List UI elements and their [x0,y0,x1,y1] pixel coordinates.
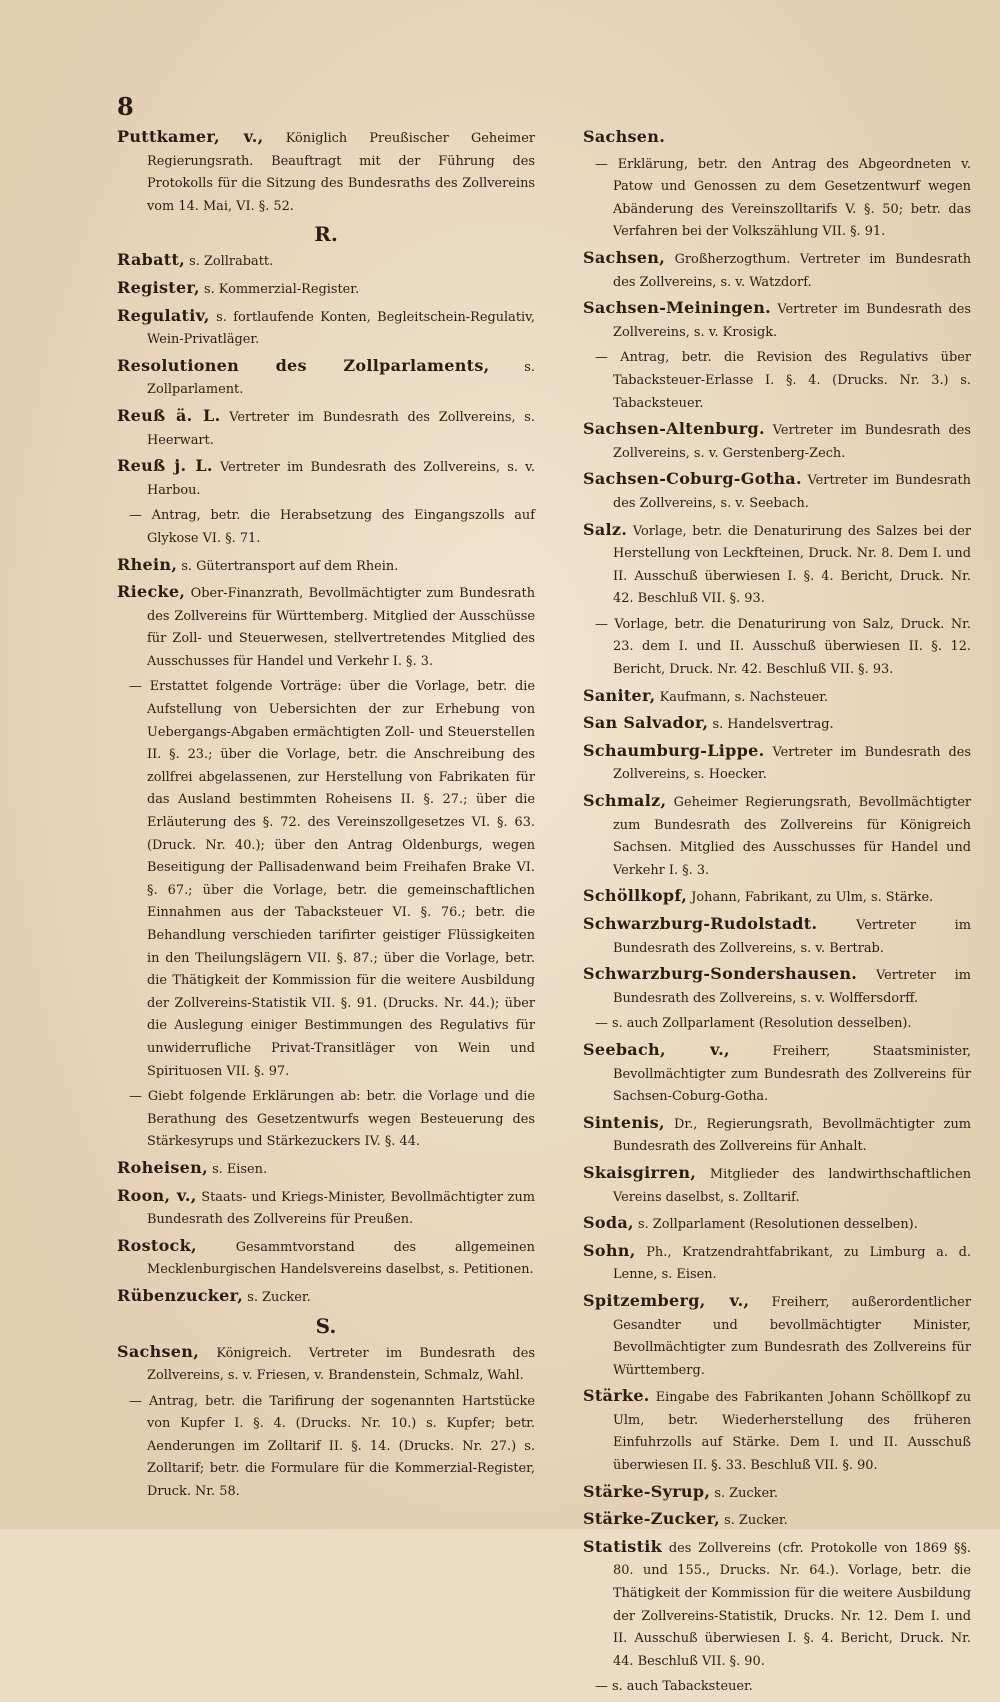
entry-headword: Riecke, [117,582,186,602]
entry-text: Vorlage, betr. die Denaturirung des Salzes bei der Herstellung von Leckfteinen, Druck. Nr. 8. Dem I. und II. Ausschuß überwiesen I. §. 4. Bericht, Druck. Nr. 42. Beschluß VII. §. 93. [613,523,972,607]
entry-continuation: — Erstattet folgende Vorträge: über die Vorlage, betr. die Aufstellung von Uebersichten der zur Erhebung von Uebergangs-Abgaben ermächtigten Zoll- und Steuerstellen II. §. 23.; über die Vorlage, betr. die Anschreibung des zollfrei abgelassenen, zur Herstellung von Fabrikaten für das Ausland bestimmten Roheisens II. §. 27.; über die Erläuterung des §. 72. des Vereinszollgesetzes VI. §. 63. (Druck. Nr. 40.); über den Antrag Oldenburgs, wegen Beseitigung der Pallisadenwand beim Freihafen Brake VI. §. 67.; über die Vorlage, betr. die gemeinschaftlichen Einnahmen aus der Tabacksteuer VI. §. 76.; betr. die Behandlung verschieden tarifirter geistiger Flüssigkeiten in den Theilungslägern VII. §. 87.; über die Vorlage, betr. die Thätigkeit der Kommission für die weitere Ausbildung der Zollvereins-Statistik VII. §. 91. (Drucks. Nr. 44.); über die Auslegung einiger Bestimmungen des Regulativs für unwiderrufliche Privat-Transitläger von Wein und Spirituosen VII. §. 97. [129,679,535,1079]
entry-headword: Soda, [583,1213,634,1233]
entry-text: Ober-Finanzrath, Bevollmächtigter zum Bundesrath des Zollvereins für Württemberg. Mitglied der Ausschüsse für Zoll- und Steuerwesen, stellvertretendes Mitglied des Ausschusses für Handel und Verkehr I. §. 3. [147,586,535,669]
index-entry [117,249,535,274]
entry-text: Ph., Kratzendrahtfabrikant, zu Limburg a. d. Lenne, s. Eisen. [613,1244,971,1283]
index-entry [583,740,971,787]
index-entry [117,581,535,673]
entry-text: Vertreter im Bundesrath des Zollvereins, s. v. Krosigk. [613,302,971,340]
entry-text: s. Kommerzial-Register. [203,281,360,297]
entry-text: s. Zollrabatt. [189,254,274,270]
index-entry [583,1162,971,1209]
right-column [583,126,971,1702]
index-entry [117,1157,535,1182]
entry-headword: Puttkamer, v., [117,127,264,146]
entry-text: Vertreter im Bundesrath des Zollvereins, s. v. Harbou. [147,460,535,498]
entry-text: des Zollvereins (cfr. Protokolle von 1869 §§. 80. und 155., Drucks. Nr. 64.). Vorlage, betr. die Thätigkeit der Kommission für die weitere Ausbildung der Zollvereins-Statistik, Drucks. Nr. 12. Dem I. und II. Ausschuß überwiesen I. §. 4. Bericht, Druck. Nr. 44. Beschluß VII. §. 90. [613,1540,971,1669]
entry-text: Vertreter im Bundesrath des Zollvereins, s. Hoecker. [613,744,971,783]
index-entry [117,355,535,402]
entry-text: Vertreter im Bundesrath des Zollvereins, s. v. Bertrab. [613,918,971,956]
entry-headword: Roheisen, [117,1157,208,1177]
entry-headword: Schaumburg-Lippe. [583,740,765,760]
index-entry [583,1240,971,1287]
entry-headword: Sachsen-Altenburg. [583,419,765,439]
entry-text: s. Gütertransport auf dem Rhein. [181,558,399,574]
entry-headword: Rostock, [117,1235,197,1255]
entry-headword: Schmalz, [583,791,667,811]
entry-headword: Stärke-Syrup, [583,1481,711,1501]
index-entry [583,1481,971,1506]
entry-text: Johann, Fabrikant, zu Ulm, s. Stärke. [691,890,934,906]
index-entry [583,1536,971,1674]
index-entry [583,468,971,515]
index-entry [583,790,971,882]
entry-text: Dr., Regierungsrath, Bevollmächtigter zum Bundesrath des Zollvereins für Anhalt. [613,1116,971,1155]
index-entry [583,247,971,294]
index-entry [583,1385,971,1477]
index-entry [583,418,971,465]
entry-text: Gesammtvorstand des allgemeinen Mecklenburgischen Handelsvereins daselbst, s. Petitionen. [147,1239,535,1278]
entry-text: s. Zucker. [724,1513,788,1529]
entry-continuation: — s. auch Tabacksteuer. [595,1679,753,1695]
section-letter: R. [314,222,338,247]
index-entry [117,1285,535,1310]
left-column [117,126,535,1507]
entry-continuation: — Giebt folgende Erklärungen ab: betr. die Vorlage und die Berathung des Gesetzentwurfs wegen Besteuerung des Stärkesyrups und Stärkezuckers IV. §. 44. [129,1089,535,1150]
entry-text: Königlich Preußischer Geheimer Regierungsrath. Beauftragt mit der Führung des Protokolls für die Sitzung des Bundesraths des Zollvereins vom 14. Mai, VI. §. 52. [147,131,535,214]
index-entry [117,405,535,452]
entry-headword: Sachsen, [117,1341,200,1361]
entry-headword: Reuß ä. L. [117,405,221,425]
entry-headword: Sintenis, [583,1112,665,1132]
entry-continuation: — Vorlage, betr. die Denaturirung von Salz, Druck. Nr. 23. dem I. und II. Ausschuß überwiesen II. §. 12. Bericht, Druck. Nr. 42. Beschluß VII. §. 93. [595,616,971,678]
entry-headword: Sachsen, [583,247,666,267]
entry-text: Vertreter im Bundesrath des Zollvereins, s. v. Seebach. [613,473,971,511]
index-entry [117,455,535,502]
entry-headword: Sachsen-Meiningen. [583,298,772,318]
entry-headword: Roon, v., [117,1185,197,1205]
index-entry [583,1112,971,1159]
entry-text: Geheimer Regierungsrath, Bevollmächtigter zum Bundesrath des Zollvereins für Königreich Sachsen. Mitglied des Ausschusses für Handel und Verkehr I. §. 3. [613,795,971,878]
index-entry [117,1341,535,1388]
entry-continuation: — s. auch Zollparlament (Resolution desselben). [595,1016,912,1032]
entry-text: Großherzogthum. Vertreter im Bundesrath des Zollvereins, s. v. Watzdorf. [613,251,971,290]
entry-text: s. Zollparlament (Resolutionen desselben). [637,1217,918,1233]
entry-continuation: — Antrag, betr. die Herabsetzung des Eingangszolls auf Glykose VI. §. 71. [129,508,535,546]
entry-headword: Skaisgirren, [583,1162,697,1182]
entry-text: Kaufmann, s. Nachsteuer. [659,689,829,705]
index-entry [583,712,971,737]
index-entry [583,1508,971,1533]
index-entry [583,963,971,1010]
index-entry [583,685,971,710]
entry-text: Königreich. Vertreter im Bundesrath des Zollvereins, s. v. Friesen, v. Brandenstein, Schmalz, Wahl. [147,1345,535,1384]
index-entry [583,1212,971,1237]
entry-headword: Sachsen-Coburg-Gotha. [583,469,802,489]
entry-headword: Schwarzburg-Sondershausen. [583,964,858,984]
index-entry [583,885,971,910]
section-letter: S. [315,1313,337,1338]
index-entry [583,297,971,344]
index-entry [117,1185,535,1232]
index-entry [583,126,971,151]
entry-headword: Rübenzucker, [117,1285,244,1305]
entry-headword: San Salvador, [583,713,709,733]
entry-text: s. Eisen. [212,1161,268,1177]
entry-text: s. Handelsvertrag. [712,717,834,733]
index-entry [117,277,535,302]
entry-headword: Rhein, [117,554,178,574]
entry-headword: Sohn, [583,1240,636,1260]
entry-headword: Spitzemberg, v., [583,1290,750,1310]
entry-continuation: — Erklärung, betr. den Antrag des Abgeordneten v. Patow und Genossen zu dem Gesetzentwurf wegen Abänderung des Vereinszolltarifs V. §. 50; betr. das Verfahren bei der Volkszählung VII. §. 91. [595,156,971,240]
entry-text: s. Zucker. [714,1485,778,1501]
entry-text: Vertreter im Bundesrath des Zollvereins, s. Heerwart. [147,409,536,448]
entry-headword: Seebach, v., [583,1039,730,1059]
entry-continuation: — Antrag, betr. die Revision des Regulativs über Tabacksteuer-Erlasse I. §. 4. (Drucks. Nr. 3.) s. Tabacksteuer. [595,350,971,411]
entry-text: s. Zollparlament. [147,359,535,398]
entry-headword: Regulativ, [117,305,210,325]
entry-text: Freiherr, Staatsminister, Bevollmächtigter zum Bundesrath des Zollvereins für Sachsen-Coburg-Gotha. [613,1043,971,1105]
entry-headword: Statistik [583,1536,663,1556]
index-entry [583,913,971,960]
entry-headword: Sachsen. [583,127,666,146]
entry-headword: Schwarzburg-Rudolstadt. [583,914,818,933]
index-entry [117,305,535,352]
entry-text: Eingabe des Fabrikanten Johann Schöllkopf zu Ulm, betr. Wiederherstellung des früheren Einfuhrzolls auf Stärke. Dem I. und II. Ausschuß überwiesen II. §. 33. Beschluß VII. §. 90. [613,1390,971,1474]
entry-headword: Resolutionen des Zollparlaments, [117,355,490,375]
entry-headword: Reuß j. L. [117,456,213,476]
entry-text: Vertreter im Bundesrath des Zollvereins, s. v. Gerstenberg-Zech. [613,423,971,461]
index-entry [583,1039,971,1109]
entry-text: Vertreter im Bundesrath des Zollvereins, s. v. Wolffersdorff. [613,968,971,1006]
entry-headword: Rabatt, [117,250,186,270]
entry-headword: Stärke-Zucker, [583,1509,721,1529]
index-entry [583,1290,971,1382]
entry-text: Mitglieder des landwirthschaftlichen Vereins daselbst, s. Zolltarif. [613,1166,971,1205]
entry-text: s. Zucker. [247,1289,311,1305]
entry-headword: Salz. [583,519,628,539]
index-entry [583,519,971,611]
entry-headword: Schöllkopf, [583,886,688,906]
entry-headword: Stärke. [583,1386,650,1406]
entry-continuation: — Antrag, betr. die Tarifirung der sogenannten Hartstücke von Kupfer I. §. 4. (Drucks. Nr. 10.) s. Kupfer; betr. Aenderungen im Zolltarif II. §. 14. (Drucks. Nr. 27.) s. Zolltarif; betr. die Formulare für die Kommerzial-Register, Druck. Nr. 58. [129,1393,535,1500]
entry-headword: Saniter, [583,685,656,705]
index-entry [117,1235,535,1282]
entry-text: Staats- und Kriegs-Minister, Bevollmächtigter zum Bundesrath des Zollvereins für Preußen. [147,1189,535,1228]
entry-text: Freiherr, außerordentlicher Gesandter und bevollmächtigter Minister, Bevollmächtigter zum Bundesrath des Zollvereins für Württemberg. [613,1294,971,1378]
entry-headword: Register, [117,277,200,297]
page-number: 8 [117,92,134,121]
entry-text: s. fortlaufende Konten, Begleitschein-Regulativ, Wein-Privatläger. [147,309,535,348]
index-entry [117,554,535,579]
index-entry [117,126,535,218]
